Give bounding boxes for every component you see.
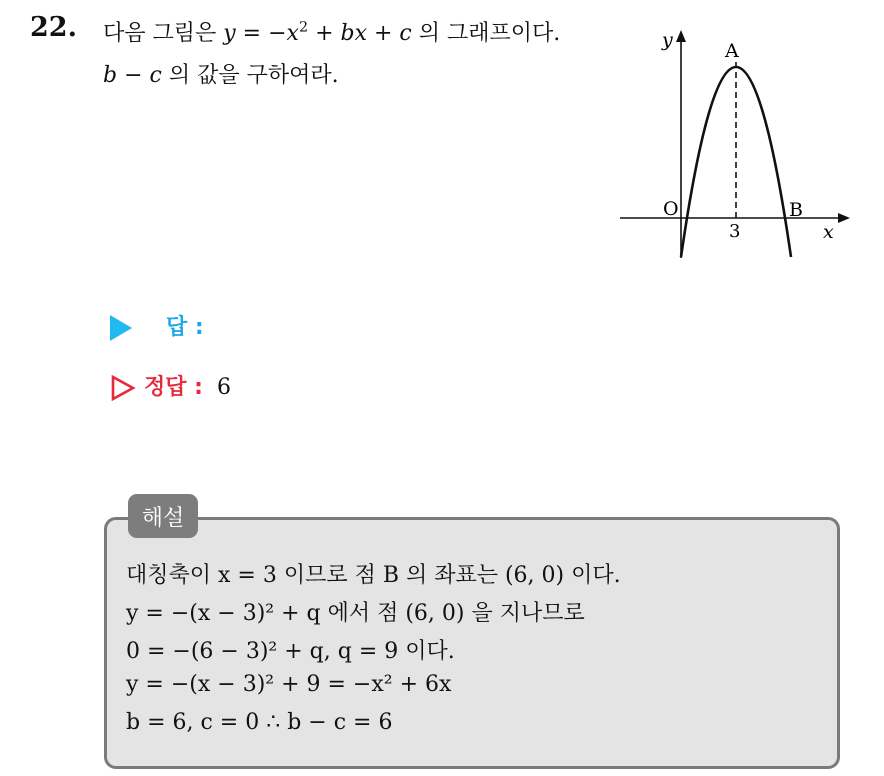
question-line-1 (103, 16, 560, 47)
question-number: 22. (30, 12, 77, 43)
parabola-graph (612, 22, 852, 264)
answer-label: 답 : (166, 315, 204, 340)
eq-bx: bx (340, 21, 367, 46)
eq-x: x (286, 21, 299, 46)
expr-minus: − (117, 63, 150, 88)
eq-plus: + (308, 21, 341, 46)
question-line-2 (103, 58, 339, 89)
solution-line-2: y = −(x − 3)² + q 에서 점 (6, 0) 을 지나므로 (126, 601, 585, 626)
correct-answer-row (110, 370, 231, 401)
expr-c: c (149, 63, 162, 88)
expr-b: b (103, 63, 118, 88)
question-suffix: 의 그래프이다. (411, 21, 561, 46)
eq-equals-minus: = − (235, 21, 287, 46)
origin-label: O (663, 198, 679, 220)
y-axis-arrow-icon (676, 30, 686, 42)
solution-line-4: y = −(x − 3)² + 9 = −x² + 6x (126, 672, 452, 697)
solution-line-5: b = 6, c = 0 ∴ b − c = 6 (126, 710, 393, 735)
x-axis-arrow-icon (838, 213, 850, 223)
y-axis-label: y (662, 29, 673, 51)
correct-answer-value: 6 (216, 375, 231, 400)
eq-c: c (399, 21, 412, 46)
correct-answer-label: 정답 : (144, 375, 203, 400)
solution-line-3: 0 = −(6 − 3)² + q, q = 9 이다. (126, 639, 455, 664)
solution-line-1: 대칭축이 x = 3 이므로 점 B 의 좌표는 (6, 0) 이다. (126, 563, 621, 588)
solution-tab: 해설 (128, 494, 198, 538)
outline-triangle-icon (110, 375, 136, 401)
question-line-2-suffix: 의 값을 구하여라. (161, 63, 339, 88)
answer-row (110, 310, 204, 341)
root-label: B (789, 199, 803, 221)
tick-label-3: 3 (729, 221, 741, 242)
x-axis-label: x (823, 221, 834, 243)
question-prefix: 다음 그림은 (103, 21, 224, 46)
vertex-label: A (725, 40, 739, 62)
play-triangle-icon (110, 315, 132, 341)
eq-plus: + (367, 21, 400, 46)
eq-exponent: 2 (298, 19, 309, 36)
eq-y: y (223, 21, 236, 46)
